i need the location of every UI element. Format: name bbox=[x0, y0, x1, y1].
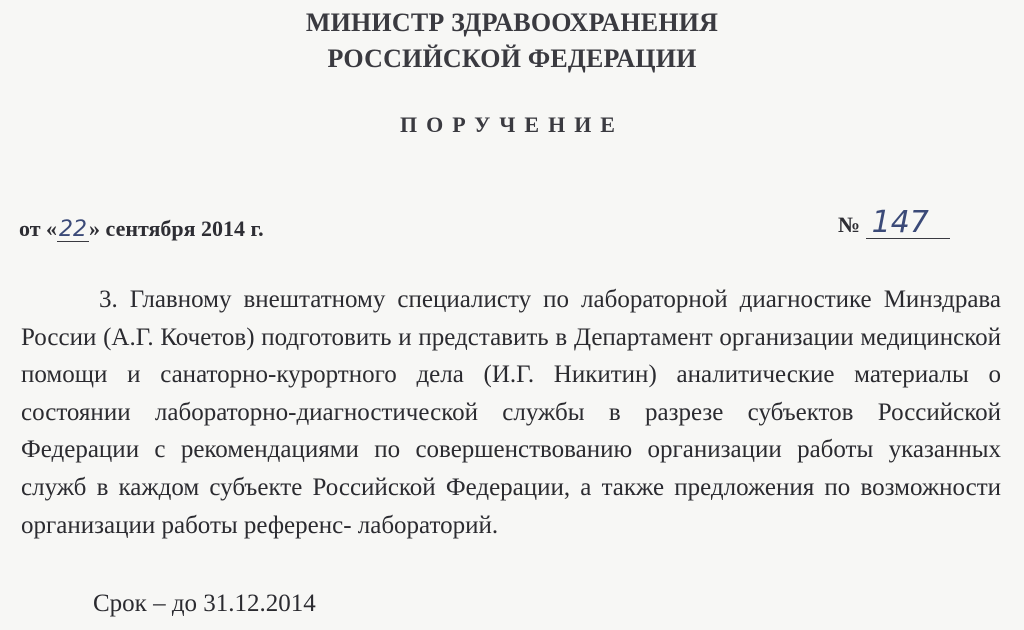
document-date bbox=[19, 216, 264, 242]
date-suffix: » сентября 2014 г. bbox=[89, 216, 264, 241]
document-title: ПОРУЧЕНИЕ bbox=[400, 112, 624, 137]
order-number-label: № bbox=[838, 212, 861, 237]
header-line-1: МИНИСТР ЗДРАВООХРАНЕНИЯ bbox=[305, 8, 719, 37]
header-line-2: РОССИЙСКОЙ ФЕДЕРАЦИИ bbox=[327, 44, 697, 73]
order-number-handwritten: 147 bbox=[866, 208, 950, 239]
date-day-handwritten: 22 bbox=[59, 217, 88, 242]
order-paragraph: 3. Главному внештатному специалисту по лабораторной диагностике Минздрава России (А.Г. Кочетов) подготовить и представить в Департамент организации медицинской помощи и санаторно-курортного дела (И.Г. Никитин) аналитические материалы о состоянии лабораторно-диагностической службы в разрезе субъектов Российской Федерации с рекомендациями по совершенствованию организации работы указанных служб в каждом субъекте Российской Федерации, а также предложения по возможности организации работы референс- лабораторий. bbox=[21, 286, 1001, 539]
order-number bbox=[838, 205, 950, 240]
date-prefix: от « bbox=[19, 216, 58, 241]
deadline-text: Срок – до 31.12.2014 bbox=[93, 590, 316, 617]
